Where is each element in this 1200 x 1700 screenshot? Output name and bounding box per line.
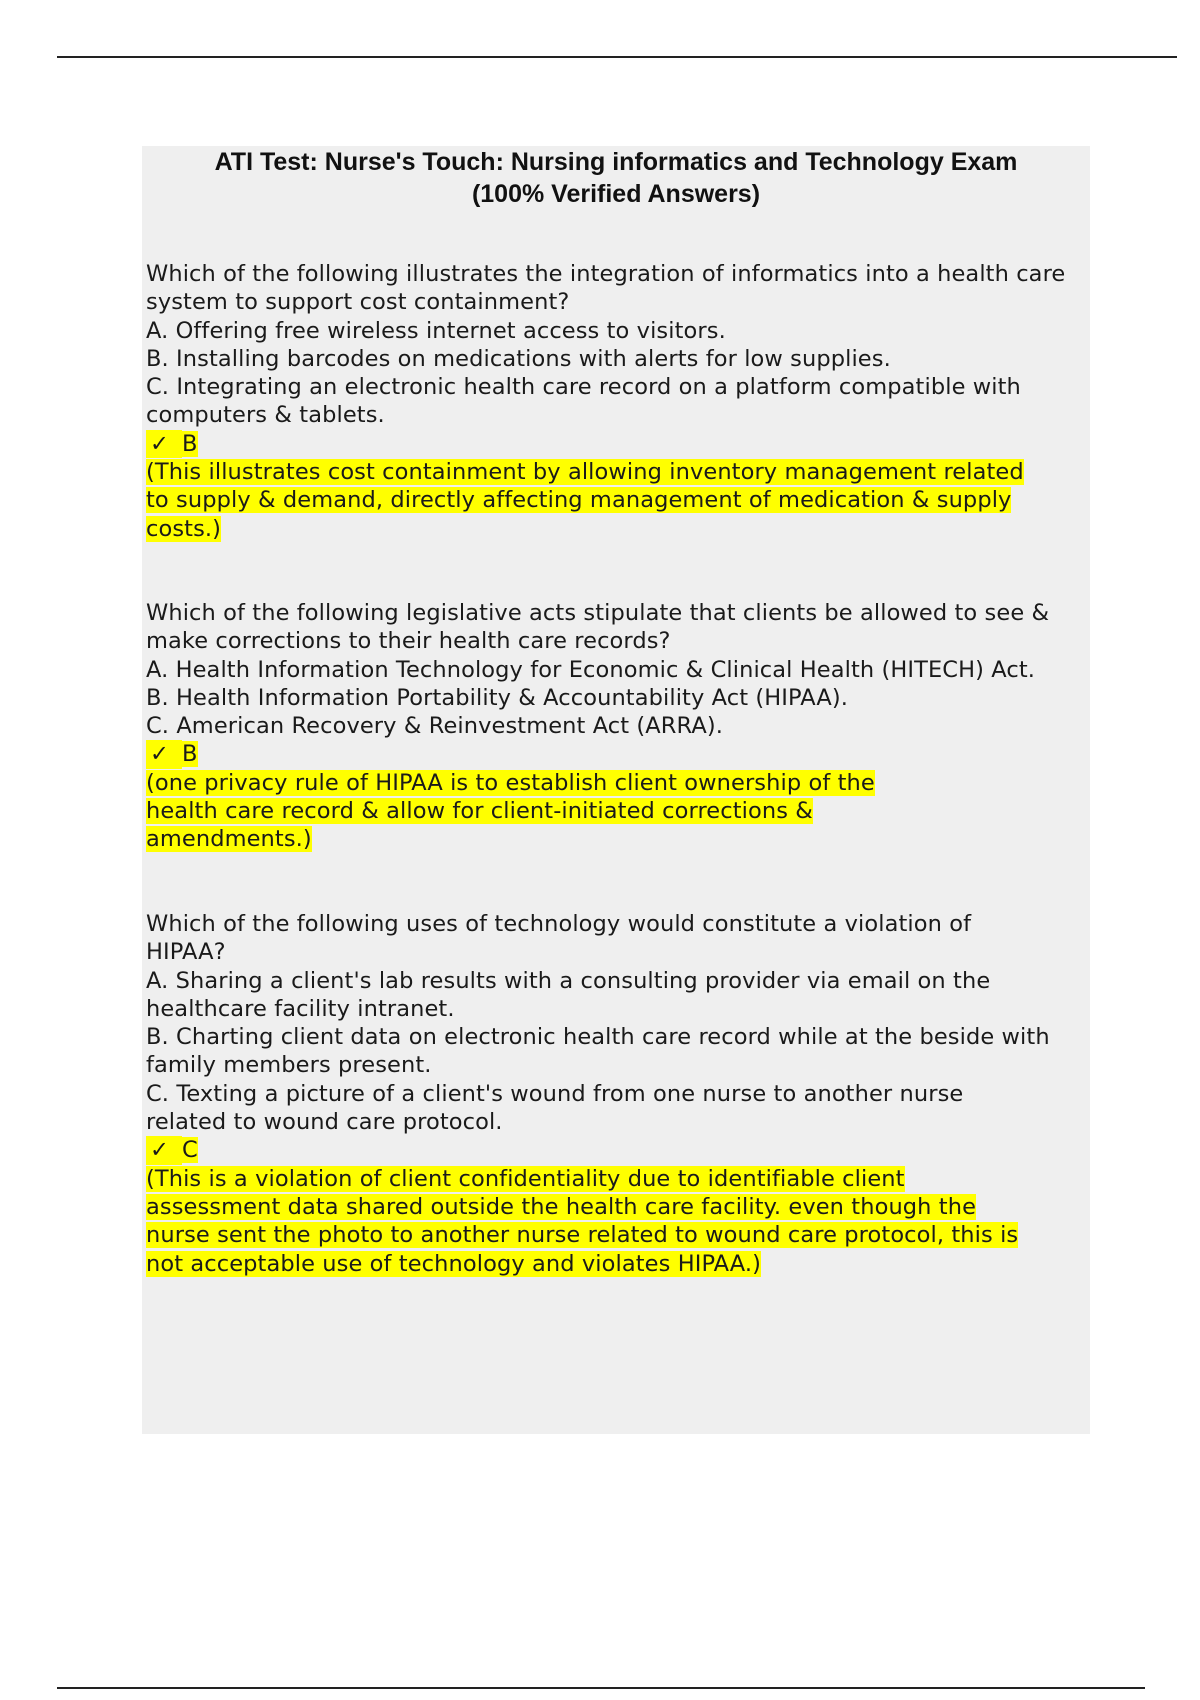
rationale-text: (This is a violation of client confidentiality due to identifiable client assessment data shared outside the health care facility. even though the nurse sent the photo to another nurse related to wound care protocol, this is not acceptable use of technology and violates HIPAA.) xyxy=(146,1165,1019,1277)
option-a: A. Offering free wireless internet access to visitors. xyxy=(146,317,726,344)
answer-key: C xyxy=(182,1137,198,1164)
answer-line xyxy=(146,430,1106,458)
footer-rule xyxy=(57,1687,1145,1689)
question-3 xyxy=(146,910,1106,1278)
title-line-1: ATI Test: Nurse's Touch: Nursing informatics and Technology Exam xyxy=(214,148,1018,176)
answer-rationale xyxy=(146,458,1026,543)
checkmark-icon: ✓ xyxy=(146,430,182,458)
answer-key: B xyxy=(182,741,198,768)
title-line-2: (100% Verified Answers) xyxy=(471,180,761,208)
option-b: B. Charting client data on electronic health care record while at the beside with family members present. xyxy=(146,1024,1050,1079)
rationale-text: (This illustrates cost containment by allowing inventory management related to supply & demand, directly affecting management of medication & supply costs.) xyxy=(146,459,1024,542)
answer-line xyxy=(146,1136,1106,1164)
question-stem: Which of the following legislative acts stipulate that clients be allowed to see & make corrections to their health care records? xyxy=(146,600,1050,655)
option-b: B. Installing barcodes on medications with alerts for low supplies. xyxy=(146,345,891,372)
answer-key: B xyxy=(182,430,198,457)
option-a: A. Health Information Technology for Economic & Clinical Health (HITECH) Act. xyxy=(146,656,1035,683)
question-2 xyxy=(146,599,1106,854)
document-title xyxy=(142,146,1090,210)
rationale-text: (one privacy rule of HIPAA is to establish client ownership of the health care record & allow for client-initiated corrections & amendments.) xyxy=(146,769,875,853)
answer-line xyxy=(146,740,1106,768)
option-c: C. American Recovery & Reinvestment Act (ARRA). xyxy=(146,713,723,740)
checkmark-icon: ✓ xyxy=(146,1136,182,1164)
question-stem: Which of the following uses of technology would constitute a violation of HIPAA? xyxy=(146,911,972,966)
header-rule xyxy=(57,56,1177,58)
option-c: C. Texting a picture of a client's wound from one nurse to another nurse related to wound care protocol. xyxy=(146,1080,964,1136)
option-b: B. Health Information Portability & Accountability Act (HIPAA). xyxy=(146,684,848,711)
question-1 xyxy=(146,260,1106,543)
answer-rationale xyxy=(146,1165,1026,1278)
question-stem: Which of the following illustrates the integration of informatics into a health care system to support cost containment? xyxy=(146,261,1066,316)
checkmark-icon: ✓ xyxy=(146,740,182,768)
answer-rationale xyxy=(146,769,946,854)
option-c: C. Integrating an electronic health care record on a platform compatible with computers & tablets. xyxy=(146,374,1021,429)
option-a: A. Sharing a client's lab results with a consulting provider via email on the healthcare facility intranet. xyxy=(146,967,991,1022)
